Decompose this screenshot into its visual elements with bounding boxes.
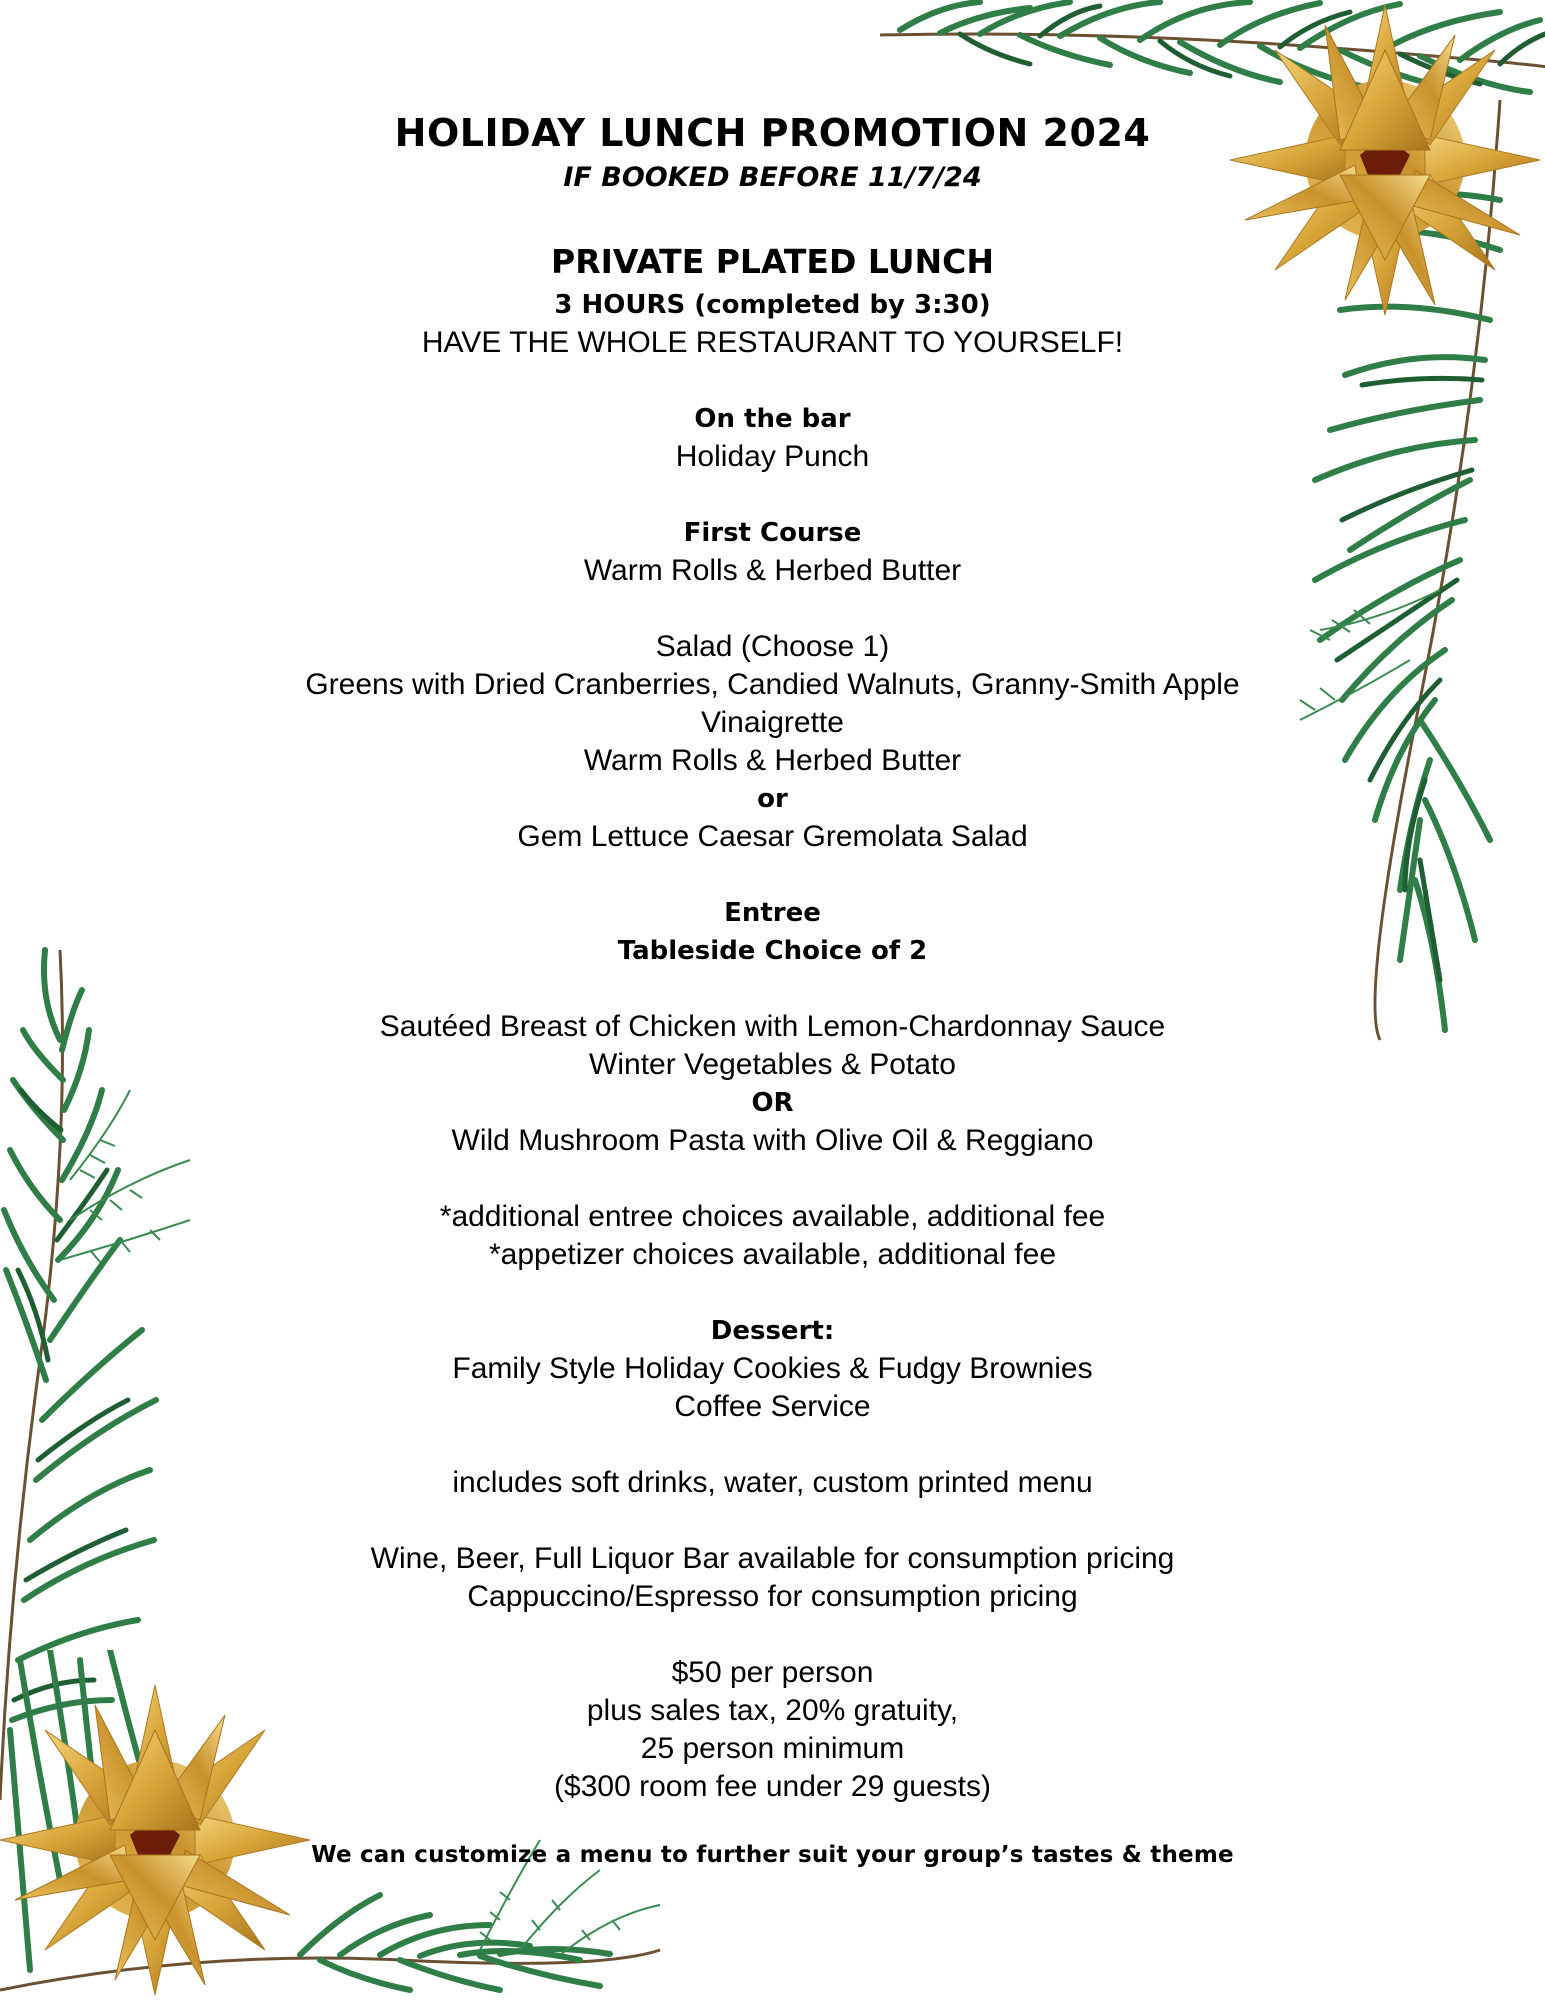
customization-note: We can customize a menu to further suit your group’s tastes & theme xyxy=(311,1842,1234,1868)
beverage-note: Cappuccino/Espresso for consumption pricing xyxy=(467,1580,1078,1613)
booking-deadline: IF BOOKED BEFORE 11/7/24 xyxy=(563,162,982,193)
dessert-item: Coffee Service xyxy=(674,1390,871,1423)
room-fee: ($300 room fee under 29 guests) xyxy=(554,1770,991,1803)
menu-flyer xyxy=(0,100,1545,1874)
salad-option-2: Gem Lettuce Caesar Gremolata Salad xyxy=(517,820,1028,853)
section-heading-dessert: Dessert: xyxy=(710,1316,835,1346)
includes-note: includes soft drinks, water, custom printed menu xyxy=(452,1466,1093,1499)
entree-note: *appetizer choices available, additional fee xyxy=(488,1238,1057,1271)
package-name: PRIVATE PLATED LUNCH xyxy=(551,242,994,281)
first-course-item: Warm Rolls & Herbed Butter xyxy=(583,554,962,587)
section-heading-first-course: First Course xyxy=(683,518,862,548)
beverage-note: Wine, Beer, Full Liquor Bar available for consumption pricing xyxy=(370,1542,1175,1575)
entree-note: *additional entree choices available, additional fee xyxy=(439,1200,1106,1233)
entree-option-1-line-1: Sautéed Breast of Chicken with Lemon-Chardonnay Sauce xyxy=(379,1010,1166,1043)
entree-subheading: Tableside Choice of 2 xyxy=(617,936,928,966)
section-heading-entree: Entree xyxy=(724,898,821,928)
salad-option-1-line-2: Vinaigrette xyxy=(701,706,844,739)
salad-option-1-line-1: Greens with Dried Cranberries, Candied Walnuts, Granny-Smith Apple xyxy=(305,668,1240,701)
entree-separator: OR xyxy=(751,1088,794,1118)
salad-option-1-line-3: Warm Rolls & Herbed Butter xyxy=(583,744,962,777)
section-heading-bar: On the bar xyxy=(694,404,851,434)
bar-item: Holiday Punch xyxy=(675,440,870,473)
entree-option-1-line-2: Winter Vegetables & Potato xyxy=(589,1048,956,1081)
dessert-item: Family Style Holiday Cookies & Fudgy Brownies xyxy=(452,1352,1093,1385)
entree-option-2: Wild Mushroom Pasta with Olive Oil & Reggiano xyxy=(451,1124,1094,1157)
price-per-person: $50 per person xyxy=(671,1656,874,1689)
guest-minimum: 25 person minimum xyxy=(640,1732,905,1765)
package-duration: 3 HOURS (completed by 3:30) xyxy=(554,290,991,320)
page-title: HOLIDAY LUNCH PROMOTION 2024 xyxy=(394,111,1151,155)
salad-separator: or xyxy=(757,784,788,814)
salad-label: Salad (Choose 1) xyxy=(655,630,890,663)
price-extras: plus sales tax, 20% gratuity, xyxy=(586,1694,959,1727)
package-tagline: HAVE THE WHOLE RESTAURANT TO YOURSELF! xyxy=(421,326,1124,359)
